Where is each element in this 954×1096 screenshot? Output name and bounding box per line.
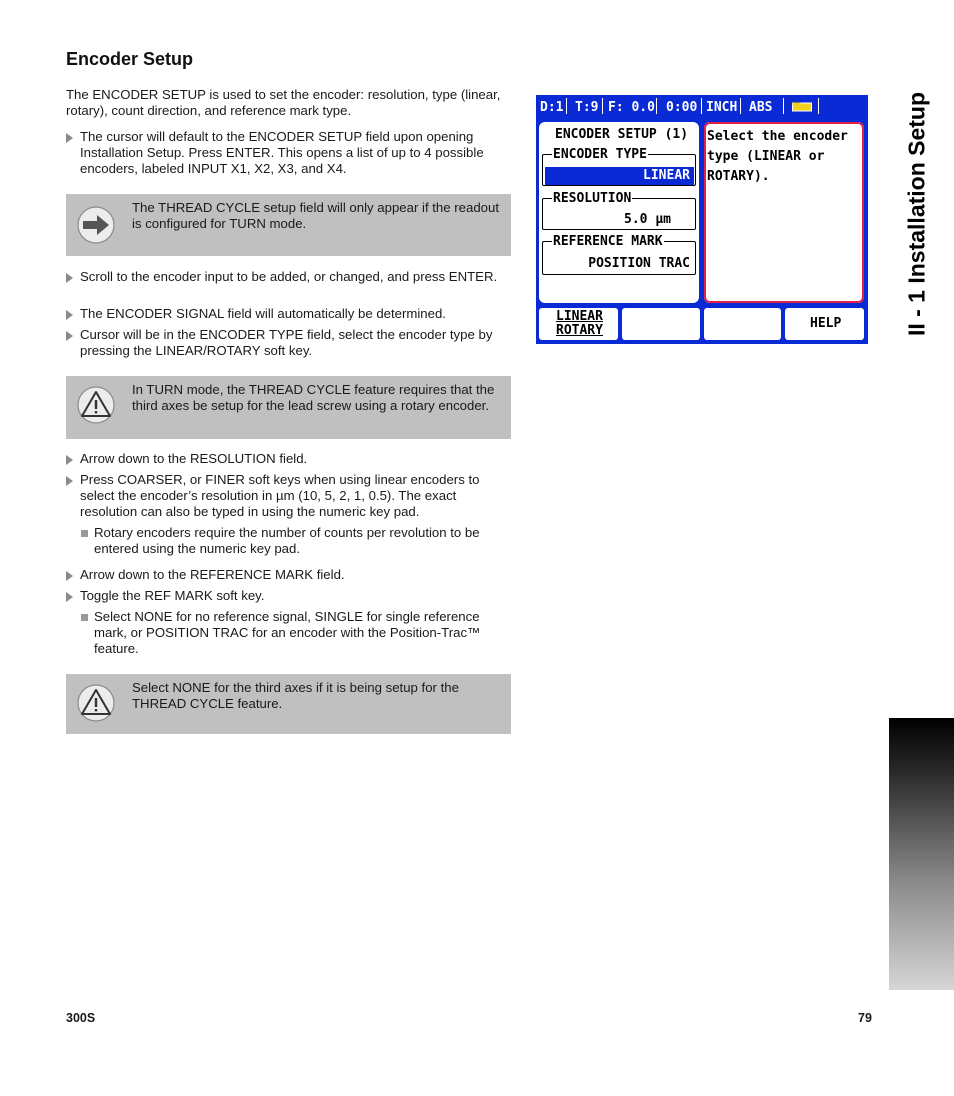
step-item	[66, 327, 512, 359]
intro-paragraph: The ENCODER SETUP is used to set the encoder: resolution, type (linear, rotary), count direction, and reference mark type.	[66, 87, 501, 118]
sub-text: Select NONE for no reference signal, SINGLE for single reference mark, or POSITION TRAC for an encoder with the Position-Trac™ feature.	[94, 609, 481, 656]
feed-indicator: F: 0.0	[608, 100, 655, 115]
softkey-label-help: HELP	[810, 316, 842, 331]
step-text: Cursor will be in the ENCODER TYPE field, select the encoder type by pressing the LINEAR/ROTARY soft key.	[80, 327, 493, 358]
step-text: Toggle the REF MARK soft key.	[80, 588, 265, 603]
note-box	[66, 376, 511, 439]
step-item	[66, 567, 512, 583]
step-item	[66, 129, 512, 177]
section-tab-gradient	[889, 718, 954, 990]
step-text: Arrow down to the REFERENCE MARK field.	[80, 567, 345, 582]
panel-title: ENCODER SETUP (1)	[555, 127, 689, 142]
status-bar	[536, 95, 868, 119]
bullet-arrow-icon	[66, 476, 73, 486]
sub-item	[80, 525, 512, 557]
encoder-type-label: ENCODER TYPE	[553, 147, 647, 162]
step-text: Scroll to the encoder input to be added, or changed, and press ENTER.	[80, 269, 498, 284]
help-line: Select the encoder	[707, 129, 848, 144]
step-text: Arrow down to the RESOLUTION field.	[80, 451, 308, 466]
unit-indicator: INCH	[706, 100, 738, 115]
encoder-type-value[interactable]: LINEAR	[545, 167, 694, 185]
divider	[740, 98, 741, 114]
warning-icon	[76, 385, 116, 425]
step-text: Press COARSER, or FINER soft keys when using linear encoders to select the encoder’s resolution in µm (10, 5, 2, 1, 0.5). The exact resolution can also be typed in using the numeric key pad.	[80, 472, 480, 519]
mode-indicator: ABS	[749, 100, 773, 115]
bullet-arrow-icon	[66, 273, 73, 283]
divider	[656, 98, 657, 114]
step-item	[66, 306, 512, 322]
bullet-arrow-icon	[66, 133, 73, 143]
readout-screen	[536, 95, 868, 344]
bullet-square-icon	[81, 530, 88, 537]
time-indicator: 0:00	[666, 100, 698, 115]
note-box	[66, 674, 511, 734]
bullet-arrow-icon	[66, 592, 73, 602]
divider	[566, 98, 567, 114]
resolution-label: RESOLUTION	[553, 191, 632, 206]
divider	[783, 98, 784, 114]
help-line: type (LINEAR or	[707, 149, 825, 164]
bullet-square-icon	[81, 614, 88, 621]
softkey-label-linear: LINEAR	[556, 309, 603, 324]
warning-icon	[76, 683, 116, 723]
step-item	[66, 588, 512, 604]
sub-text: Rotary encoders require the number of counts per revolution to be entered using the numeric key pad.	[94, 525, 480, 556]
arrow-right-icon	[76, 205, 116, 245]
page-number: 79	[858, 1011, 872, 1025]
sub-item	[80, 609, 512, 657]
datum-indicator: D:1	[540, 100, 564, 115]
step-item	[66, 451, 512, 467]
note-box	[66, 194, 511, 256]
status-flag-icon	[792, 102, 812, 112]
step-item	[66, 472, 512, 520]
empty-softkey[interactable]	[622, 308, 700, 340]
footer-model: 300S	[66, 1011, 96, 1025]
linear-rotary-softkey[interactable]	[539, 308, 618, 340]
reference-mark-label: REFERENCE MARK	[553, 234, 663, 249]
divider	[818, 98, 819, 114]
bullet-arrow-icon	[66, 455, 73, 465]
step-text: The ENCODER SIGNAL field will automatically be determined.	[80, 306, 446, 321]
bullet-arrow-icon	[66, 310, 73, 320]
tool-indicator: T:9	[575, 100, 599, 115]
page-title: Encoder Setup	[66, 49, 194, 69]
bullet-arrow-icon	[66, 331, 73, 341]
bullet-arrow-icon	[66, 571, 73, 581]
note-text: The THREAD CYCLE setup field will only appear if the readout is configured for TURN mode.	[132, 200, 499, 231]
section-side-title: II - 1 Installation Setup	[903, 91, 930, 337]
encoder-setup-panel	[539, 122, 699, 303]
step-item	[66, 269, 512, 285]
divider	[602, 98, 603, 114]
step-text: The cursor will default to the ENCODER SETUP field upon opening Installation Setup. Press ENTER. This opens a list of up to 4 possible encoders, labeled INPUT X1, X2, X3, and X4.	[80, 129, 484, 176]
help-line: ROTARY).	[707, 169, 770, 184]
reference-mark-value: POSITION TRAC	[588, 256, 690, 271]
softkey-label-rotary: ROTARY	[556, 323, 603, 338]
resolution-value: 5.0 µm	[624, 212, 671, 227]
help-panel	[704, 122, 864, 303]
help-softkey[interactable]	[785, 308, 864, 340]
note-text: Select NONE for the third axes if it is being setup for the THREAD CYCLE feature.	[132, 680, 459, 711]
divider	[701, 98, 702, 114]
empty-softkey[interactable]	[704, 308, 781, 340]
note-text: In TURN mode, the THREAD CYCLE feature requires that the third axes be setup for the lead screw using a rotary encoder.	[132, 382, 495, 413]
